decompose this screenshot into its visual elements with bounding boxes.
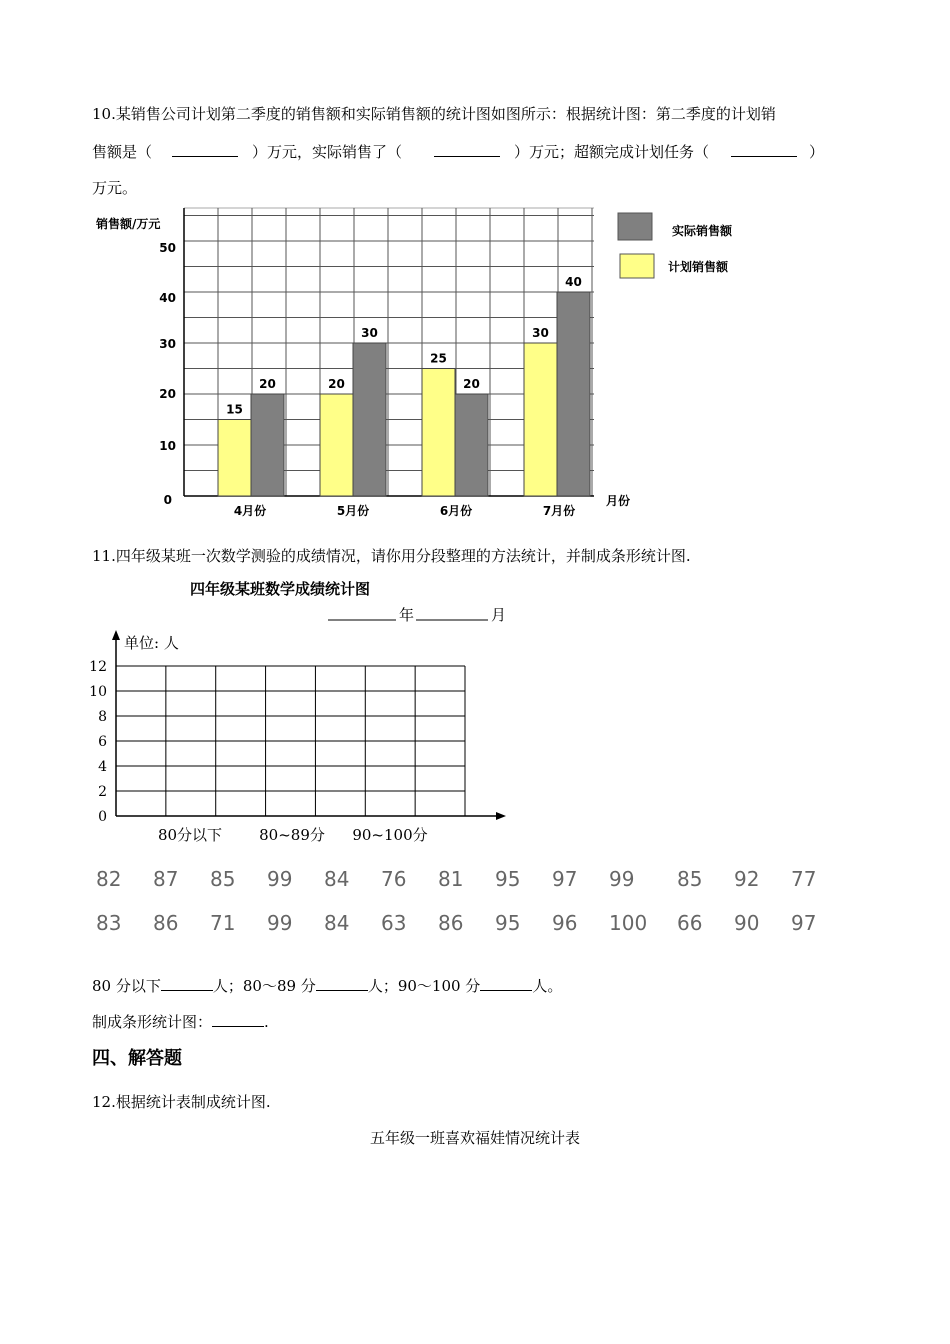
sales-chart-ylabel: 销售额/万元: [96, 217, 161, 231]
score-value: 63: [381, 911, 407, 935]
score-value: 95: [495, 867, 521, 891]
score-value: 81: [438, 867, 464, 891]
score-chart-grid: [116, 666, 465, 816]
score-value: 97: [791, 911, 817, 935]
x-axis-arrow-icon: [496, 812, 506, 820]
score-value: 83: [96, 911, 122, 935]
score-xtick-80-89: 80~89分: [259, 826, 325, 844]
score-value: 96: [552, 911, 578, 935]
score-xtick-90-100: 90~100分: [352, 826, 428, 844]
q11-fill2-a: 制成条形统计图：: [92, 1013, 213, 1031]
q11-fill-line: [92, 976, 562, 996]
bar-label-actual-3: 40: [565, 275, 582, 289]
score-value: 66: [677, 911, 703, 935]
score-value: 86: [438, 911, 464, 935]
sales-chart-xlabel: 月份: [606, 494, 631, 508]
q12-table-title: 五年级一班喜欢福娃情况统计表: [369, 1129, 580, 1147]
score-value: 99: [267, 911, 293, 935]
scores-row-1: [0, 867, 950, 893]
q10-text-d: ）: [809, 143, 825, 161]
sales-xtick-may: 5月份: [336, 504, 370, 518]
score-xtick-below80: 80分以下: [157, 826, 223, 844]
scores-row-2: [0, 911, 950, 937]
score-value: 85: [210, 867, 236, 891]
score-value: 97: [552, 867, 578, 891]
q11-fill-d: 人。: [532, 977, 563, 995]
score-value: 77: [791, 867, 817, 891]
score-value: 99: [267, 867, 293, 891]
answer-blank-chart[interactable]: [212, 1012, 264, 1027]
sales-ytick-30: 30: [159, 337, 176, 351]
q10-text-c: ）万元；超额完成计划任务（: [514, 143, 710, 161]
score-value: 90: [734, 911, 760, 935]
score-ytick-8: 8: [98, 709, 107, 725]
score-chart-ylabel: 单位: 人: [124, 634, 179, 652]
score-ytick-4: 4: [98, 759, 107, 775]
sales-xtick-jun: 6月份: [439, 504, 473, 518]
score-chart-month: 月: [491, 606, 507, 624]
sales-ytick-20: 20: [159, 387, 176, 401]
q10-line3: 万元。: [92, 179, 138, 197]
sales-ytick-40: 40: [159, 291, 176, 305]
sales-ytick-0: 0: [163, 493, 172, 507]
score-value: 84: [324, 867, 350, 891]
sales-xtick-apr: 4月份: [233, 504, 267, 518]
bar-label-planned-1: 20: [328, 377, 345, 391]
score-value: 85: [677, 867, 703, 891]
score-ytick-10: 10: [89, 684, 107, 700]
bar-label-actual-0: 20: [259, 377, 276, 391]
score-chart-year: 年: [399, 606, 415, 624]
q11-fill-c: 人；90～100 分: [367, 977, 481, 995]
legend-label-actual: 实际销售额: [672, 224, 733, 238]
score-value: 87: [153, 867, 179, 891]
answer-blank-80-89[interactable]: [316, 976, 368, 991]
answer-blank-90-100[interactable]: [480, 976, 532, 991]
sales-ytick-10: 10: [159, 439, 176, 453]
q11-fill-line-2: [92, 1012, 269, 1032]
sales-ytick-50: 50: [159, 241, 176, 255]
score-value: 92: [734, 867, 760, 891]
score-value: 76: [381, 867, 407, 891]
score-value: 100: [609, 911, 648, 935]
q12-stem: 12.根据统计表制成统计图.: [92, 1093, 271, 1111]
bar-label-planned-2: 25: [430, 351, 447, 366]
q10-text-a: 售额是（: [92, 143, 153, 161]
bar-label-actual-2: 20: [463, 377, 480, 391]
section-title: 四、解答题: [92, 1048, 182, 1069]
legend-label-planned: 计划销售额: [668, 260, 729, 274]
q11-fill-b: 人；80～89 分: [212, 977, 316, 995]
q11-fill-a: 80 分以下: [92, 977, 161, 995]
score-ytick-2: 2: [98, 784, 107, 800]
sales-xtick-jul: 7月份: [542, 504, 576, 518]
score-value: 84: [324, 911, 350, 935]
score-value: 99: [609, 867, 635, 891]
q10-text-b: ）万元，实际销售了（: [252, 143, 403, 161]
y-axis-arrow-icon: [112, 630, 120, 640]
score-value: 82: [96, 867, 122, 891]
bar-label-actual-1: 30: [361, 326, 378, 340]
bar-label-planned-0: 15: [226, 402, 243, 417]
score-value: 71: [210, 911, 236, 935]
score-value: 95: [495, 911, 521, 935]
q10-line1: 10.某销售公司计划第二季度的销售额和实际销售额的统计图如图所示：根据统计图：第二季度的计划销: [92, 105, 776, 123]
score-chart-title: 四年级某班数学成绩统计图: [190, 580, 371, 598]
answer-blank-below80[interactable]: [161, 976, 213, 991]
score-value: 86: [153, 911, 179, 935]
q11-stem: 11.四年级某班一次数学测验的成绩情况，请你用分段整理的方法统计，并制成条形统计图.: [92, 547, 691, 565]
bar-label-planned-3: 30: [532, 326, 549, 340]
score-ytick-0: 0: [98, 809, 107, 825]
q11-fill2-b: .: [264, 1013, 269, 1031]
score-ytick-12: 12: [89, 659, 107, 675]
score-ytick-6: 6: [98, 734, 107, 750]
